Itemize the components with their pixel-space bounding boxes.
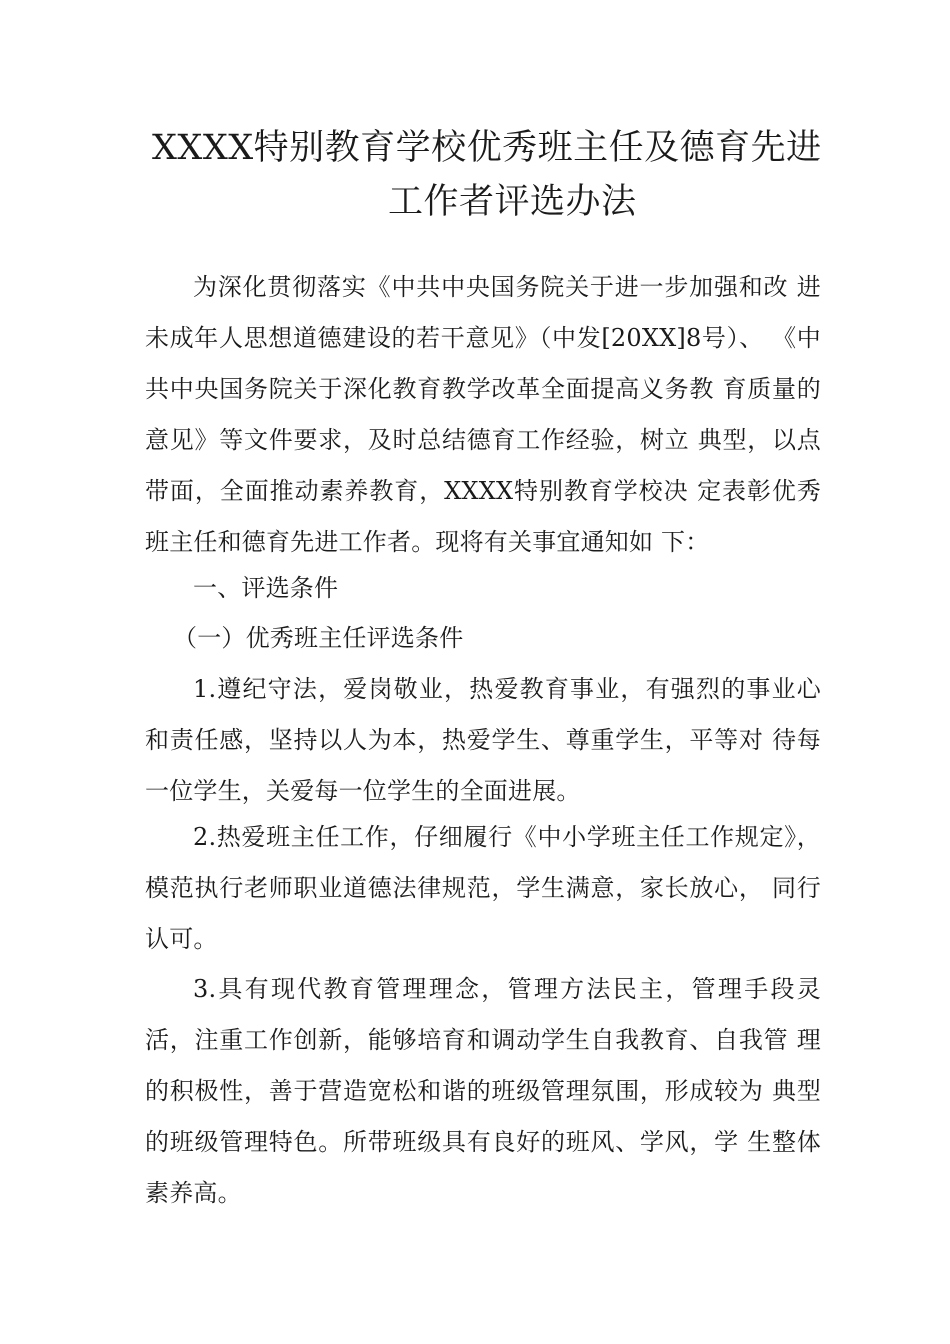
criteria-item-3: 3.具有现代教育管理理念，管理方法民主，管理手段灵活，注重工作创新，能够培育和调动学生自我教育、自我管 理的积极性，善于营造宽松和谐的班级管理氛围，形成较为 典型的班级管理特色。所带班级具有良好的班风、学风，学 生整体素养高。: [145, 975, 821, 1207]
criteria-item-2: 2.热爱班主任工作，仔细履行《中小学班主任工作规定》，模范执行老师职业道德法律规范，学生满意，家长放心， 同行认可。: [145, 823, 821, 953]
document-title-line-1: XXXX特别教育学校优秀班主任及德育先进: [152, 128, 822, 168]
criteria-item-1: 1.遵纪守法，爱岗敬业，热爱教育事业，有强烈的事业心和责任感，坚持以人为本，热爱学生、尊重学生，平等对 待每一位学生，关爱每一位学生的全面进展。: [145, 675, 821, 805]
subsection-heading: （一）优秀班主任评选条件: [173, 624, 464, 652]
document-title-line-2: 工作者评选办法: [388, 182, 637, 222]
section-heading: 一、评选条件: [193, 574, 339, 602]
intro-paragraph: 为深化贯彻落实《中共中央国务院关于进一步加强和改 进未成年人思想道德建设的若干意见》（中发[20XX]8号）、 《中共中央国务院关于深化教育教学改革全面提高义务教 育质量的意见》等文件要求，及时总结德育工作经验，树立 典型，以点带面，全面推动素养教育，XXXX特别教育学校决 定表彰优秀班主任和德育先进工作者。现将有关事宜通知如 下：: [145, 273, 821, 556]
